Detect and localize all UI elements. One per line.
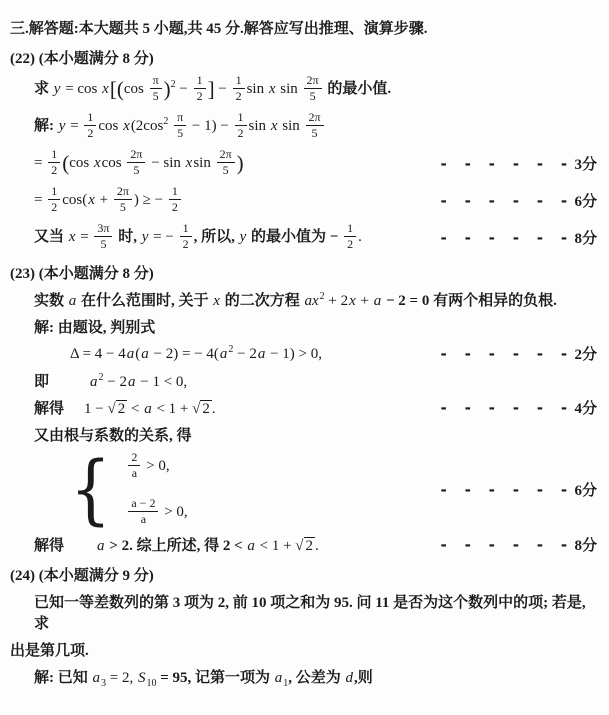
math-variable: y — [58, 117, 66, 134]
line-content — [34, 289, 599, 310]
text-run: 时, — [114, 228, 141, 245]
score-marker — [439, 343, 599, 364]
text-run: > 2. 综上所述, 得 2 < — [105, 538, 247, 554]
text-run: 解: — [34, 117, 58, 134]
section-header — [10, 17, 599, 38]
fraction — [180, 221, 192, 252]
fraction-denominator: 5 — [222, 163, 229, 177]
line-content — [34, 111, 599, 142]
score-dashes: - - - - - - — [439, 228, 572, 247]
text-run: − 2) = − 4( — [149, 345, 219, 362]
text-run: − 2 — [233, 345, 257, 362]
text-run: < 1 + — [152, 401, 193, 417]
math-variable: y — [239, 228, 247, 245]
score-label: 2分 — [574, 347, 597, 363]
math-variable: d — [345, 670, 354, 686]
big-delimiter: ) — [236, 151, 244, 175]
math-variable: a — [144, 401, 152, 417]
text-run: (22) (本小题满分 8 分) — [10, 51, 154, 67]
fraction-denominator: 2 — [51, 163, 58, 177]
fraction-numerator: 3π — [94, 221, 112, 237]
fraction-denominator: 5 — [311, 126, 318, 140]
system-row — [126, 451, 187, 482]
superscript: 2 — [170, 78, 176, 90]
subscript: 3 — [101, 678, 106, 689]
line-content — [10, 262, 599, 283]
radicand: 2 — [305, 538, 314, 554]
fraction-numerator: 1 — [48, 184, 60, 200]
text-run: 解得 — [34, 401, 65, 417]
fraction — [306, 110, 324, 141]
text-run: sin — [246, 80, 268, 97]
fraction — [128, 450, 140, 481]
q23-solution-intro — [10, 316, 599, 337]
math-variable: ax — [304, 293, 319, 309]
text-run: = — [76, 228, 93, 245]
math-variable: x — [88, 191, 95, 208]
score-dashes: - - - - - - — [439, 398, 572, 417]
math-variable: x — [123, 117, 130, 134]
text-run: − — [175, 80, 192, 97]
q23-step-ji — [10, 370, 599, 391]
line-content — [34, 397, 439, 418]
score-label: 8分 — [574, 231, 597, 247]
text-run: = — [34, 191, 47, 208]
text-run: 即 — [34, 374, 50, 390]
fraction-denominator: 2 — [51, 200, 58, 214]
text-run: 求 — [34, 80, 53, 97]
text-run: − 1) > 0, — [266, 345, 323, 362]
fraction-numerator: 1 — [48, 147, 60, 163]
text-run — [168, 118, 172, 134]
score-dashes: - - - - - - — [439, 535, 572, 554]
text-run: (2cos — [130, 117, 164, 134]
text-run: 解: 已知 — [34, 670, 92, 686]
line-content — [34, 148, 439, 179]
score-marker — [439, 227, 599, 248]
score-label: 6分 — [574, 483, 597, 499]
fraction-numerator: a − 2 — [128, 496, 158, 512]
q24-solution-intro — [10, 666, 599, 689]
math-variable: x — [268, 80, 276, 97]
q24-problem-line-1 — [10, 591, 599, 633]
fraction — [174, 110, 186, 141]
text-run: , 所以, — [193, 228, 239, 245]
text-run: 又由根与系数的关系, 得 — [34, 428, 192, 444]
line-content — [34, 424, 599, 445]
text-run: 的二次方程 — [220, 293, 304, 309]
fraction-denominator: 2 — [87, 126, 94, 140]
math-variable: a — [247, 538, 255, 554]
q22-problem — [10, 74, 599, 105]
radical-sign: √ — [107, 401, 116, 417]
q22-header — [10, 47, 599, 68]
fraction-denominator: 5 — [100, 237, 107, 251]
text-run: ,则 — [354, 670, 373, 686]
math-variable: a — [126, 345, 135, 362]
text-run: , 公差为 — [288, 670, 345, 686]
fraction-numerator: 1 — [169, 184, 181, 200]
fraction-numerator: 2π — [217, 147, 235, 163]
text-run: (23) (本小题满分 8 分) — [10, 266, 154, 282]
text-run: = 95, 记第一项为 — [156, 670, 274, 686]
fraction — [150, 73, 162, 104]
math-variable: x — [93, 154, 101, 171]
math-variable: x — [349, 293, 356, 309]
line-content — [10, 639, 599, 660]
text-run: 在什么范围时, 关于 — [77, 293, 213, 309]
text-run: < — [127, 401, 144, 417]
equation-system — [126, 451, 187, 528]
line-content — [34, 316, 599, 337]
text-run: 的最小值为 − — [247, 228, 343, 245]
line-content — [70, 345, 439, 363]
score-dashes: - - - - - - — [439, 154, 572, 173]
text-run: − sin — [147, 154, 185, 171]
math-variable: a — [373, 293, 382, 309]
fraction — [169, 184, 181, 215]
text-run: + 2 — [324, 293, 349, 309]
score-label: 6分 — [574, 194, 597, 210]
text-run: 已知一等差数列的第 3 项为 2, 前 10 项之和为 95. 问 11 是否为这个数列中的项; 若是,求 — [34, 595, 586, 632]
text-run: ( — [135, 345, 141, 362]
math-variable: x — [185, 154, 193, 171]
q24-header — [10, 564, 599, 585]
fraction-denominator: 2 — [182, 237, 189, 251]
text-run: − 1) − — [188, 117, 233, 134]
q23-header — [10, 262, 599, 283]
text-run: 实数 — [34, 293, 68, 309]
fraction-denominator: a — [131, 466, 138, 480]
text-run: sin — [276, 80, 302, 97]
text-run: 的最小值. — [323, 80, 392, 97]
line-content — [34, 370, 599, 391]
text-run: 三.解答题:本大题共 5 小题,共 45 分.解答应写出推理、演算步骤. — [10, 21, 428, 37]
fraction — [114, 184, 132, 215]
q23-discriminant — [10, 343, 599, 364]
text-run: − 1 < 0, — [136, 374, 188, 390]
math-variable: x — [68, 228, 76, 245]
fraction — [235, 110, 247, 141]
score-label: 4分 — [574, 401, 597, 417]
fraction-numerator: 2π — [127, 147, 145, 163]
fraction-numerator: 1 — [233, 73, 245, 89]
text-run: 1 − — [84, 401, 108, 417]
fraction-denominator: 5 — [133, 163, 140, 177]
score-dashes: - - - - - - — [439, 344, 572, 363]
text-run: sin — [193, 154, 215, 171]
fraction-denominator: 5 — [309, 89, 316, 103]
text-run: − 2 — [103, 374, 127, 390]
math-variable: a — [257, 345, 266, 362]
text-run: + — [356, 293, 373, 309]
fraction-numerator: π — [174, 110, 186, 126]
math-variable: x — [270, 117, 278, 134]
fraction-numerator: 1 — [235, 110, 247, 126]
text-run: = 2, — [106, 670, 137, 686]
text-run: 解得 — [34, 538, 65, 554]
q23-step-jiede-1 — [10, 397, 599, 418]
fraction-numerator: 2 — [128, 450, 140, 466]
text-run: cos — [98, 117, 123, 134]
text-run: cos — [123, 80, 148, 97]
math-variable: a — [97, 538, 105, 554]
superscript: 2 — [98, 372, 104, 383]
line-content — [34, 591, 599, 633]
text-run: ) ≥ − — [133, 191, 167, 208]
text-run: sin — [248, 117, 270, 134]
fraction-denominator: 2 — [196, 89, 203, 103]
fraction — [127, 147, 145, 178]
line-content — [34, 666, 599, 689]
fraction-numerator: 2π — [304, 73, 322, 89]
line-content — [70, 444, 439, 534]
q22-solution-line-1 — [10, 111, 599, 142]
line-content — [10, 47, 599, 68]
line-content — [10, 17, 599, 38]
score-label: 3分 — [574, 157, 597, 173]
fraction-denominator: 2 — [235, 89, 242, 103]
line-content — [10, 564, 599, 585]
fraction-numerator: π — [150, 73, 162, 89]
line-content — [34, 222, 439, 253]
fraction — [94, 221, 112, 252]
text-run: + — [95, 191, 112, 208]
q22-solution-line-2 — [10, 148, 599, 179]
text-run: > 0, — [160, 503, 188, 520]
text-run: > 0, — [142, 457, 170, 474]
big-delimiter: ] — [207, 77, 215, 101]
radical-sign: √ — [295, 538, 304, 554]
superscript: 2 — [319, 291, 325, 302]
fraction-numerator: 2π — [114, 184, 132, 200]
score-marker — [439, 190, 599, 211]
square-root — [192, 400, 212, 417]
score-marker — [439, 479, 599, 500]
math-variable: a — [141, 345, 149, 362]
score-marker — [439, 397, 599, 418]
superscript: 2 — [163, 115, 169, 127]
text-run: − — [214, 80, 231, 97]
text-run: . — [315, 538, 319, 554]
text-run: = — [34, 154, 47, 171]
fraction-denominator: 5 — [177, 126, 184, 140]
fraction-denominator: 2 — [347, 237, 354, 251]
fraction — [304, 73, 322, 104]
text-run: sin — [278, 117, 304, 134]
radical-sign: √ — [192, 401, 201, 417]
big-delimiter: ) — [163, 77, 171, 101]
math-variable: a — [68, 293, 77, 309]
score-marker — [439, 534, 599, 555]
fraction-denominator: 5 — [119, 200, 126, 214]
score-dashes: - - - - - - — [439, 191, 572, 210]
fraction — [194, 73, 206, 104]
math-variable: a — [90, 374, 98, 390]
square-root — [295, 537, 315, 554]
text-run: − 2 = 0 有两个相异的负根. — [382, 293, 557, 309]
fraction-numerator: 1 — [344, 221, 356, 237]
big-delimiter: [( — [109, 77, 124, 101]
text-run: . — [358, 228, 362, 245]
score-label: 8分 — [574, 538, 597, 554]
fraction — [48, 184, 60, 215]
text-run: cos( — [62, 191, 88, 208]
text-run: 出是第几项. — [10, 643, 89, 659]
math-variable: a — [92, 670, 100, 686]
radicand: 2 — [117, 401, 126, 417]
q23-system — [10, 444, 599, 534]
text-run: (24) (本小题满分 9 分) — [10, 568, 154, 584]
fraction — [48, 147, 60, 178]
left-brace-icon: { — [70, 444, 112, 534]
math-variable: y — [141, 228, 149, 245]
math-variable: a — [127, 374, 136, 390]
math-variable: x — [102, 80, 109, 97]
fraction-denominator: a — [140, 512, 147, 526]
score-marker — [439, 153, 599, 174]
fraction — [128, 496, 158, 527]
text-run: = — [66, 117, 83, 134]
fraction — [344, 221, 356, 252]
line-content — [34, 74, 599, 105]
score-dashes: - - - - - - — [439, 480, 572, 499]
subscript: 10 — [146, 678, 157, 689]
exam-solution-document — [10, 17, 599, 689]
math-variable: x — [213, 293, 220, 309]
math-variable: y — [53, 80, 61, 97]
line-content — [34, 185, 439, 216]
fraction-denominator: 5 — [152, 89, 159, 103]
text-run: Δ = 4 − 4 — [70, 345, 126, 362]
fraction — [233, 73, 245, 104]
fraction — [217, 147, 235, 178]
big-delimiter: ( — [62, 151, 70, 175]
q22-solution-line-3 — [10, 185, 599, 216]
superscript: 2 — [228, 343, 234, 355]
fraction — [84, 110, 96, 141]
fraction-numerator: 2π — [306, 110, 324, 126]
text-run: < 1 + — [255, 538, 296, 554]
math-variable: S — [137, 670, 146, 686]
radicand: 2 — [202, 401, 210, 417]
q23-problem — [10, 289, 599, 310]
fraction-numerator: 1 — [194, 73, 206, 89]
square-root — [107, 400, 127, 417]
text-run: cos — [101, 154, 126, 171]
text-run: . — [211, 401, 216, 417]
math-variable: a — [274, 670, 283, 686]
subscript: 1 — [283, 678, 289, 689]
system-row — [126, 497, 187, 528]
text-run: 解: 由题设, 判别式 — [34, 320, 156, 336]
fraction-numerator: 1 — [180, 221, 192, 237]
fraction-numerator: 1 — [84, 110, 96, 126]
text-run: 又当 — [34, 228, 68, 245]
fraction-denominator: 2 — [171, 200, 178, 214]
text-run: = cos — [61, 80, 102, 97]
line-content — [34, 534, 439, 555]
text-run: = − — [149, 228, 178, 245]
text-run: cos — [69, 154, 93, 171]
q22-solution-line-4 — [10, 222, 599, 253]
q24-problem-line-2 — [10, 639, 599, 660]
fraction-denominator: 2 — [237, 126, 244, 140]
math-variable: a — [219, 345, 228, 362]
q23-vieta-intro — [10, 424, 599, 445]
q23-conclusion — [10, 534, 599, 555]
